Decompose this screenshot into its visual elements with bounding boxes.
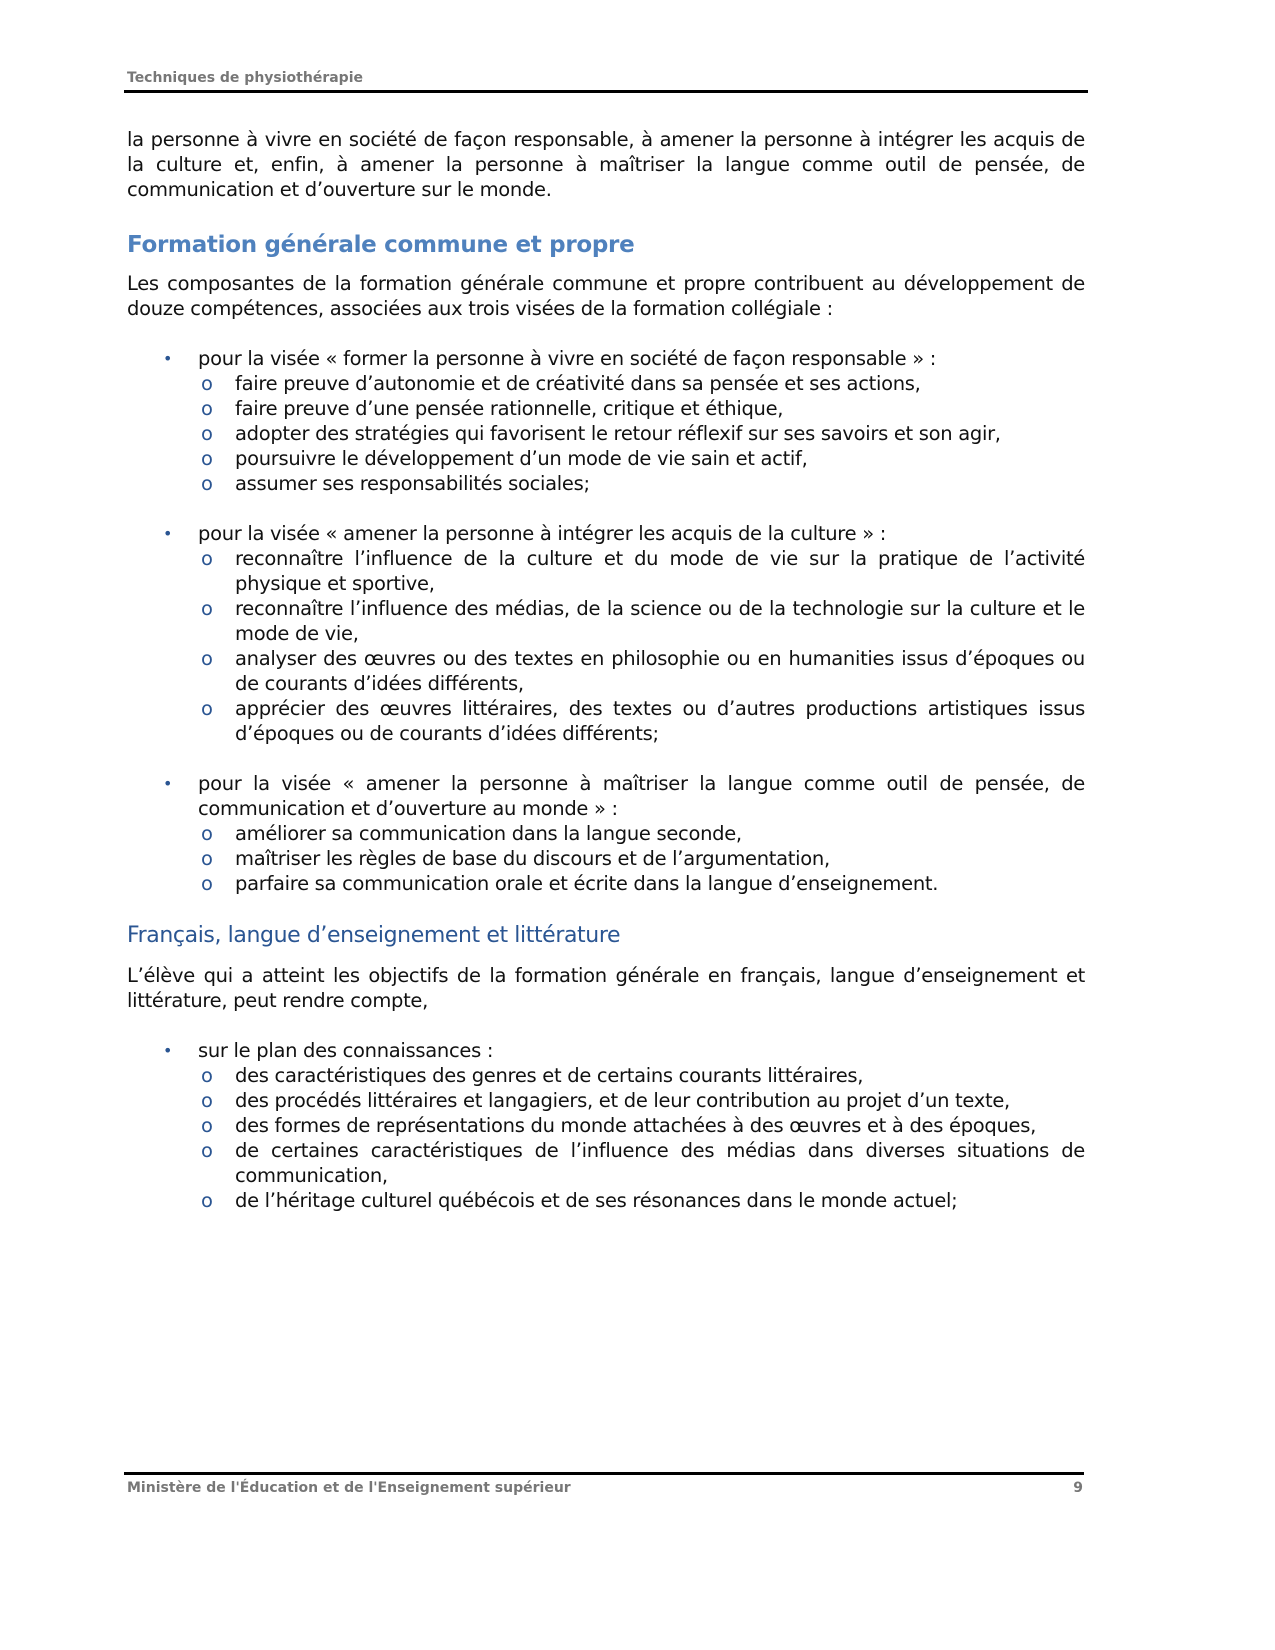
sub-list-item-text: faire preuve d’autonomie et de créativité dans sa pensée et ses actions, bbox=[235, 372, 921, 395]
sub-list-item-text: des procédés littéraires et langagiers, et de leur contribution au projet d’un texte, bbox=[235, 1089, 1010, 1112]
sub-list-item bbox=[198, 546, 1085, 596]
list-item-text: pour la visée « former la personne à vivre en société de façon responsable » : bbox=[198, 347, 936, 370]
sub-list-item-text: faire preuve d’une pensée rationnelle, critique et éthique, bbox=[235, 397, 784, 420]
sub-list-item bbox=[198, 596, 1085, 646]
circle-bullet-icon: o bbox=[201, 472, 213, 495]
list-item bbox=[127, 346, 1085, 496]
sub-list bbox=[198, 821, 1085, 896]
circle-bullet-icon: o bbox=[201, 647, 213, 670]
sub-list-item bbox=[198, 846, 1085, 871]
list-item bbox=[127, 521, 1085, 746]
sub-list-item-text: adopter des stratégies qui favorisent le retour réflexif sur ses savoirs et son agir, bbox=[235, 422, 1001, 445]
list-item-text: sur le plan des connaissances : bbox=[198, 1039, 494, 1062]
bullet-icon: • bbox=[163, 774, 173, 793]
sub-list-item bbox=[198, 421, 1085, 446]
circle-bullet-icon: o bbox=[201, 547, 213, 570]
sub-list-item bbox=[198, 396, 1085, 421]
sub-list-item bbox=[198, 1088, 1085, 1113]
circle-bullet-icon: o bbox=[201, 847, 213, 870]
sub-list-item-text: de l’héritage culturel québécois et de ses résonances dans le monde actuel; bbox=[235, 1189, 958, 1212]
sub-list-item bbox=[198, 446, 1085, 471]
sub-list bbox=[198, 371, 1085, 496]
sub-list-item bbox=[198, 1063, 1085, 1088]
sub-list-item-text: de certaines caractéristiques de l’influence des médias dans diverses situations de communication, bbox=[235, 1139, 1085, 1187]
sub-list bbox=[198, 1063, 1085, 1213]
sub-list-item-text: assumer ses responsabilités sociales; bbox=[235, 472, 590, 495]
sub-list-item-text: des caractéristiques des genres et de certains courants littéraires, bbox=[235, 1064, 864, 1087]
knowledge-list bbox=[127, 1038, 1085, 1213]
competency-list bbox=[127, 346, 1085, 896]
sub-list-item bbox=[198, 646, 1085, 696]
circle-bullet-icon: o bbox=[201, 1114, 213, 1137]
page-number: 9 bbox=[1073, 1480, 1083, 1496]
sub-list-item bbox=[198, 371, 1085, 396]
footer-rule bbox=[124, 1472, 1084, 1475]
sub-list-item-text: améliorer sa communication dans la langue seconde, bbox=[235, 822, 742, 845]
sub-list-item-text: analyser des œuvres ou des textes en philosophie ou en humanities issus d’époques ou de courants d’idées différents, bbox=[235, 647, 1085, 695]
running-header: Techniques de physiothérapie bbox=[127, 70, 363, 86]
sub-list-item-text: reconnaître l’influence de la culture et du mode de vie sur la pratique de l’activité physique et sportive, bbox=[235, 547, 1085, 595]
circle-bullet-icon: o bbox=[201, 697, 213, 720]
circle-bullet-icon: o bbox=[201, 422, 213, 445]
circle-bullet-icon: o bbox=[201, 1064, 213, 1087]
sub-list bbox=[198, 546, 1085, 746]
sub-list-item-text: maîtriser les règles de base du discours et de l’argumentation, bbox=[235, 847, 830, 870]
footer-ministry: Ministère de l'Éducation et de l'Enseignement supérieur bbox=[127, 1480, 571, 1496]
sub-list-item bbox=[198, 471, 1085, 496]
circle-bullet-icon: o bbox=[201, 397, 213, 420]
circle-bullet-icon: o bbox=[201, 872, 213, 895]
subsection-heading: Français, langue d’enseignement et littérature bbox=[127, 923, 621, 948]
list-item-text: pour la visée « amener la personne à intégrer les acquis de la culture » : bbox=[198, 522, 886, 545]
sub-list-item bbox=[198, 821, 1085, 846]
list-item bbox=[127, 771, 1085, 896]
circle-bullet-icon: o bbox=[201, 597, 213, 620]
list-item bbox=[127, 1038, 1085, 1213]
sub-list-item-text: apprécier des œuvres littéraires, des textes ou d’autres productions artistiques issus d’époques ou de courants d’idées différents; bbox=[235, 697, 1085, 745]
sub-list-item bbox=[198, 1188, 1085, 1213]
header-rule bbox=[124, 90, 1088, 93]
bullet-icon: • bbox=[163, 524, 173, 543]
section-heading: Formation générale commune et propre bbox=[127, 232, 635, 258]
sub-list-item-text: parfaire sa communication orale et écrite dans la langue d’enseignement. bbox=[235, 872, 939, 895]
page-content bbox=[127, 127, 1085, 1238]
circle-bullet-icon: o bbox=[201, 1089, 213, 1112]
subsection-paragraph: L’élève qui a atteint les objectifs de la formation générale en français, langue d’enseignement et littérature, peut rendre compte, bbox=[127, 964, 1085, 1012]
sub-list-item bbox=[198, 871, 1085, 896]
sub-list-item bbox=[198, 1138, 1085, 1188]
section-paragraph: Les composantes de la formation générale commune et propre contribuent au développement de douze compétences, associées aux trois visées de la formation collégiale : bbox=[127, 272, 1085, 320]
bullet-icon: • bbox=[163, 349, 173, 368]
circle-bullet-icon: o bbox=[201, 822, 213, 845]
circle-bullet-icon: o bbox=[201, 372, 213, 395]
sub-list-item-text: poursuivre le développement d’un mode de vie sain et actif, bbox=[235, 447, 808, 470]
circle-bullet-icon: o bbox=[201, 447, 213, 470]
sub-list-item bbox=[198, 696, 1085, 746]
list-item-text: pour la visée « amener la personne à maîtriser la langue comme outil de pensée, de communication et d’ouverture au monde » : bbox=[198, 772, 1085, 820]
bullet-icon: • bbox=[163, 1041, 173, 1060]
sub-list-item-text: des formes de représentations du monde attachées à des œuvres et à des époques, bbox=[235, 1114, 1037, 1137]
circle-bullet-icon: o bbox=[201, 1189, 213, 1212]
intro-paragraph: la personne à vivre en société de façon responsable, à amener la personne à intégrer les acquis de la culture et, enfin, à amener la personne à maîtriser la langue comme outil de pensée, de communication et d’ouverture sur le monde. bbox=[127, 128, 1085, 201]
circle-bullet-icon: o bbox=[201, 1139, 213, 1162]
sub-list-item-text: reconnaître l’influence des médias, de la science ou de la technologie sur la culture et le mode de vie, bbox=[235, 597, 1085, 645]
sub-list-item bbox=[198, 1113, 1085, 1138]
